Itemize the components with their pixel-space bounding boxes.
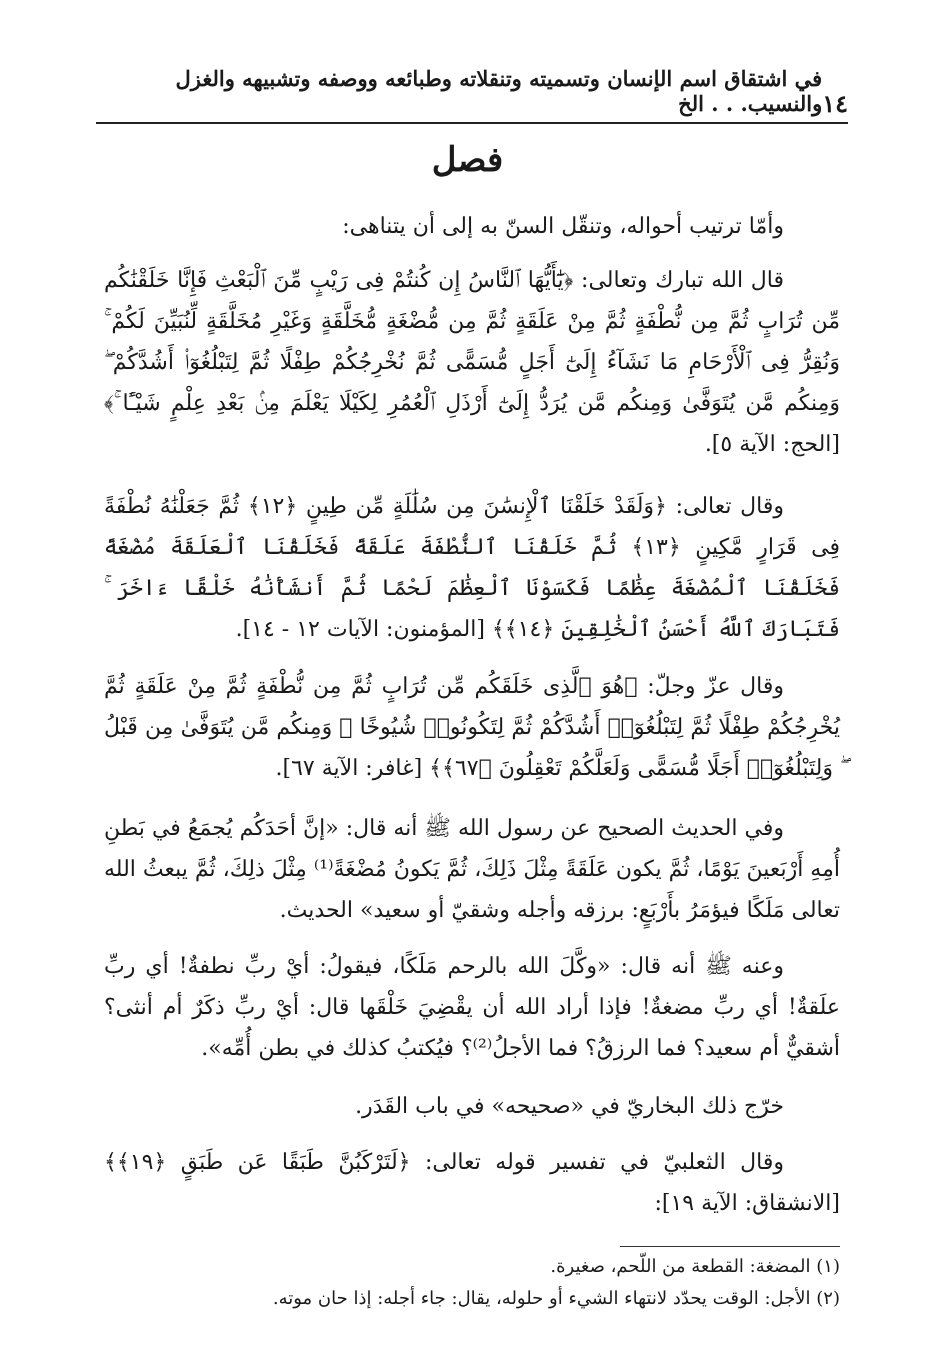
section-title: فصل [431,140,504,180]
paragraph-text: وقال عزّ وجلّ: ﴿هُوَ ٱلَّذِى خَلَقَكُم مِّن تُرَابٍ ثُمَّ مِن نُّطْفَةٍ ثُمَّ مِنْ عَلَقَةٍ ثُمَّ يُخْرِجُكُمْ طِفْلًا ثُمَّ لِتَبْلُغُوٓا۟ أَشُدَّكُمْ ثُمَّ لِتَكُونُوا۟ شُيُوخًا ۚ وَمِنكُم مَّن يُتَوَفَّىٰ مِن قَبْلُ ۖ وَلِتَبْلُغُوٓا۟ أَجَلًا مُّسَمًّى وَلَعَلَّكُمْ تَعْقِلُونَ ﴿٦٧﴾﴾ [غافر: الآية ٦٧]. [104,674,840,781]
paragraph-bukhari [104,1086,840,1127]
paragraph-text: وقال تعالى: ﴿وَلَقَدْ خَلَقْنَا ٱلْإِنسَٰنَ مِن سُلَٰلَةٍ مِّن طِينٍ ﴿١٢﴾ ثُمَّ جَعَلْنَٰهُ نُطْفَةً فِى قَرَارٍ مَّكِينٍ ﴿١٣﴾ ثُمَّ خَلَقْنَا ٱلنُّطْفَةَ عَلَقَةً فَخَلَقْنَا ٱلْعَلَقَةَ مُضْغَةً فَخَلَقْنَا ٱلْمُضْغَةَ عِظَٰمًا فَكَسَوْنَا ٱلْعِظَٰمَ لَحْمًا ثُمَّ أَنشَأْنَٰهُ خَلْقًا ءَاخَرَ ۚ فَتَبَارَكَ ٱللَّهُ أَحْسَنُ ٱلْخَٰلِقِينَ ﴿١٤﴾﴾ [المؤمنون: الآيات ١٢ - ١٤]. [104,494,841,642]
footnote-separator [620,1246,840,1247]
paragraph-text: وأمّا ترتيب أحواله، وتنقّل السنّ به إلى أن يتناهى: [342,214,784,239]
paragraph-hajj-verse [104,260,840,465]
paragraph-ghafir-verse [104,666,840,789]
paragraph-text: قال الله تبارك وتعالى: ﴿يَٰٓأَيُّهَا ٱلنَّاسُ إِن كُنتُمْ فِى رَيْبٍ مِّنَ ٱلْبَعْثِ فَإِنَّا خَلَقْنَٰكُم مِّن تُرَابٍ ثُمَّ مِن نُّطْفَةٍ ثُمَّ مِنْ عَلَقَةٍ ثُمَّ مِن مُّضْغَةٍ مُّخَلَّقَةٍ وَغَيْرِ مُخَلَّقَةٍ لِّنُبَيِّنَ لَكُمْ ۚ وَنُقِرُّ فِى ٱلْأَرْحَامِ مَا نَشَآءُ إِلَىٰٓ أَجَلٍ مُّسَمًّى ثُمَّ نُخْرِجُكُمْ طِفْلًا ثُمَّ لِتَبْلُغُوٓا۟ أَشُدَّكُمْ ۖ وَمِنكُم مَّن يُتَوَفَّىٰ وَمِنكُم مَّن يُرَدُّ إِلَىٰٓ أَرْذَلِ ٱلْعُمُرِ لِكَيْلَا يَعْلَمَ مِنۢ بَعْدِ عِلْمٍ شَيْـًٔا ۚ﴾ [الحج: الآية ٥]. [104,268,840,457]
paragraph-text: خرّج ذلك البخاريّ في «صحيحه» في باب القَدَر. [355,1094,784,1119]
paragraph-hadith-1 [104,808,840,931]
running-header [96,66,848,124]
running-title: في اشتقاق اسم الإنسان وتسميته وتنقلاته وطبائعه ووصفه وتشبيهه والغزل والنسيب. . . الخ [175,66,823,116]
footnote-1: (١) المضغة: القطعة من اللّحم، صغيرة. [550,1256,840,1277]
paragraph-text: وقال الثعلبيّ في تفسير قوله تعالى: ﴿لَتَرْكَبُنَّ طَبَقًا عَن طَبَقٍ ﴿١٩﴾﴾ [الانشقاق: الآية ١٩]: [104,1150,840,1216]
paragraph-muminun-verse [104,486,840,650]
paragraph-thaalabi [104,1142,840,1224]
footnote-2: (٢) الأجل: الوقت يحدّد لانتهاء الشيء أو حلوله، يقال: جاء أجله: إذا حان موته. [272,1288,840,1309]
paragraph-intro [104,206,840,247]
page-number: ١٤ [822,89,848,118]
paragraph-text: وفي الحديث الصحيح عن رسول الله ﷺ أنه قال: «إنَّ أحَدَكُم يُجمَعُ في بَطنِ أُمِهِ أَرْبَعينَ يَوْمًا، ثُمَّ يكون عَلَقَةً مِثْلَ ذَلِكَ، ثُمَّ يَكونُ مُضْغَةً⁽¹⁾ مِثْلَ ذلِكَ، ثُمَّ يبعثُ الله تعالى مَلَكًا فيؤمَرُ بأَرْبَعٍ: برزقه وأجله وشقيّ أو سعيد» الحديث. [104,816,840,923]
paragraph-text: وعنه ﷺ أنه قال: «وكَّلَ الله بالرحم مَلَكًا، فيقولُ: أيْ ربِّ نطفةٌ! أي ربِّ علَقةٌ! أي ربِّ مضغةٌ! فإذا أراد الله أن يقْضِيَ خَلْقَها قال: أيْ ربِّ ذكَرٌ أم أنثى؟ أشقيٌّ أم سعيد؟ فما الرزقُ؟ فما الأجلُ⁽²⁾؟ فيُكتبُ كذلك في بطن أُمِّه». [104,954,840,1061]
paragraph-hadith-2 [104,946,840,1069]
